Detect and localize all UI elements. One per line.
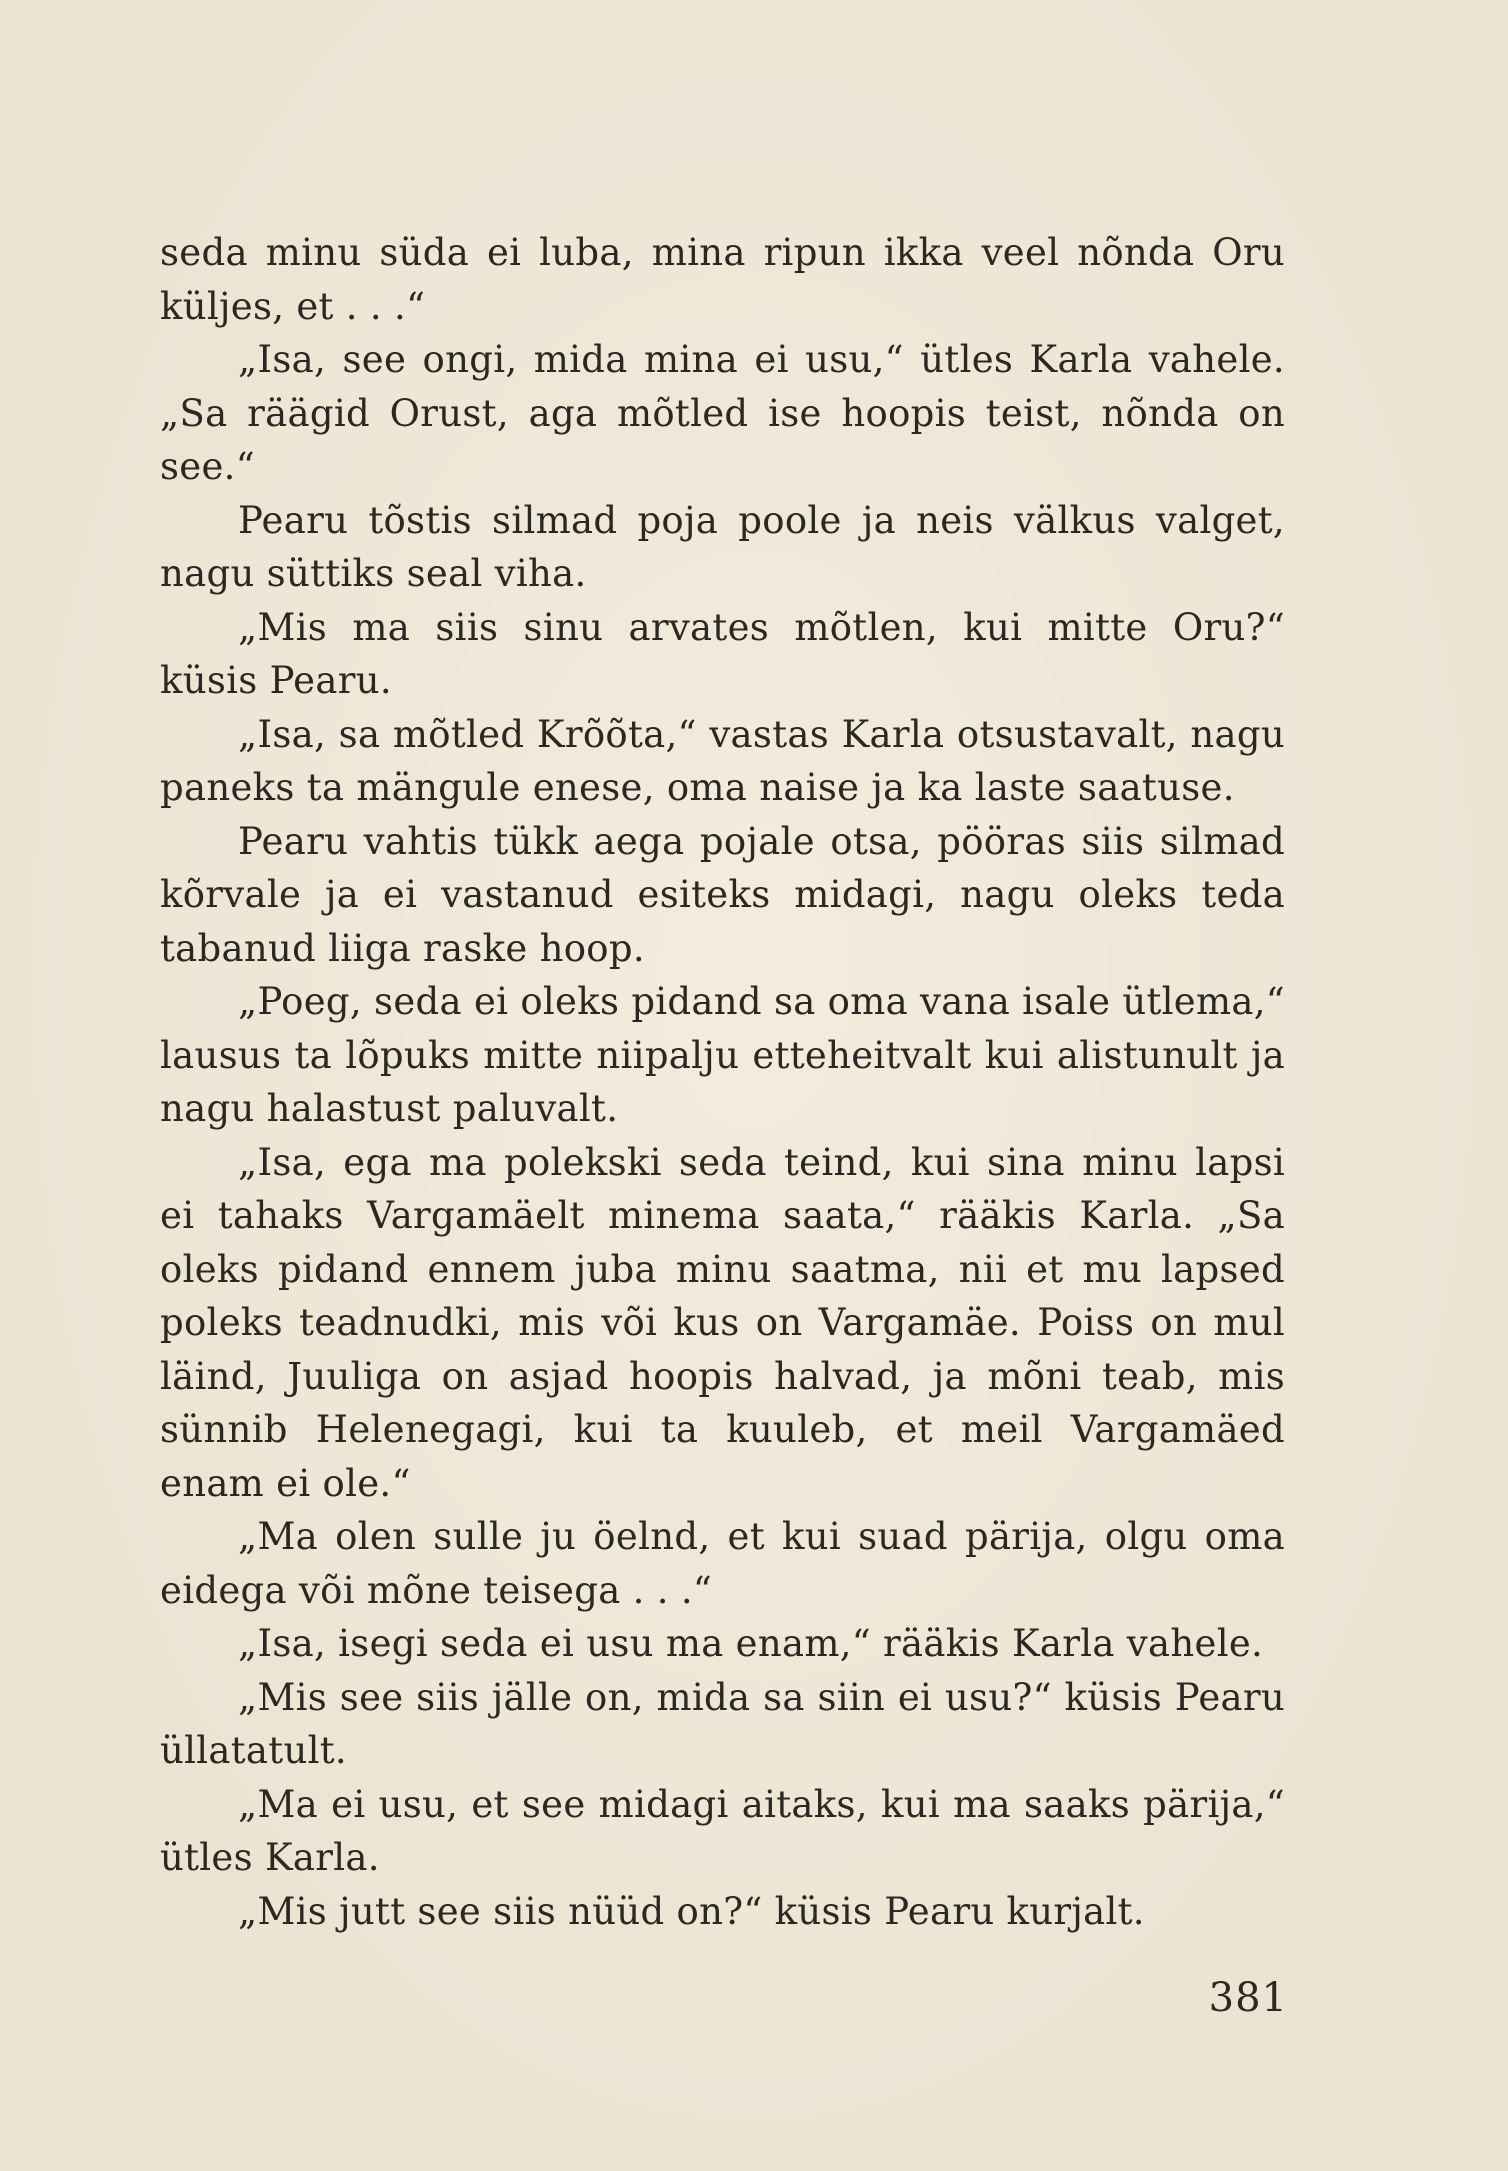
body-text: [160, 226, 1285, 1938]
paragraph: „Mis ma siis sinu arvates mõtlen, kui mitte Oru?“ küsis Pearu.: [160, 605, 1285, 702]
paragraph-continuation: seda minu süda ei luba, mina ripun ikka veel nõnda Oru küljes, et . . .“: [160, 231, 1285, 328]
paragraph: „Isa, sa mõtled Krõõta,“ vastas Karla otsustavalt, nagu paneks ta mängule enese, oma naise ja ka laste saatuse.: [160, 712, 1285, 809]
paragraph: „Mis see siis jälle on, mida sa siin ei usu?“ küsis Pearu üllatatult.: [160, 1675, 1285, 1772]
paragraph: „Ma olen sulle ju öelnd, et kui suad pärija, olgu oma eidega või mõne teisega . . .“: [160, 1515, 1285, 1612]
paragraph: „Mis jutt see siis nüüd on?“ küsis Pearu kurjalt.: [238, 1889, 1145, 1933]
paragraph: „Poeg, seda ei oleks pidand sa oma vana isale ütlema,“ lausus ta lõpuks mitte niipalju etteheitvalt kui alistunult ja nagu halastust paluvalt.: [160, 980, 1285, 1130]
paragraph: „Isa, ega ma polekski seda teind, kui sina minu lapsi ei tahaks Vargamäelt minema saata,“ rääkis Karla. „Sa oleks pidand ennem juba minu saatma, nii et mu lapsed poleks teadnudki, mis või kus on Vargamäe. Poiss on mul läind, Juuliga on asjad hoopis halvad, ja mõni teab, mis sünnib Helenegagi, kui ta kuuleb, et meil Vargamäed enam ei ole.“: [160, 1140, 1285, 1505]
paragraph: „Isa, see ongi, mida mina ei usu,“ ütles Karla vahele. „Sa räägid Orust, aga mõtled ise hoopis teist, nõnda on see.“: [160, 338, 1285, 488]
paragraph: „Ma ei usu, et see midagi aitaks, kui ma saaks pärija,“ ütles Karla.: [160, 1782, 1285, 1879]
page-number: 381: [1208, 1975, 1288, 2021]
paragraph: „Isa, isegi seda ei usu ma enam,“ rääkis Karla vahele.: [238, 1622, 1264, 1665]
paragraph: Pearu vahtis tükk aega pojale otsa, pööras siis silmad kõrvale ja ei vastanud esiteks midagi, nagu oleks teda tabanud liiga raske hoop.: [160, 819, 1285, 970]
paragraph: Pearu tõstis silmad poja poole ja neis välkus valget, nagu süttiks seal viha.: [160, 498, 1285, 595]
